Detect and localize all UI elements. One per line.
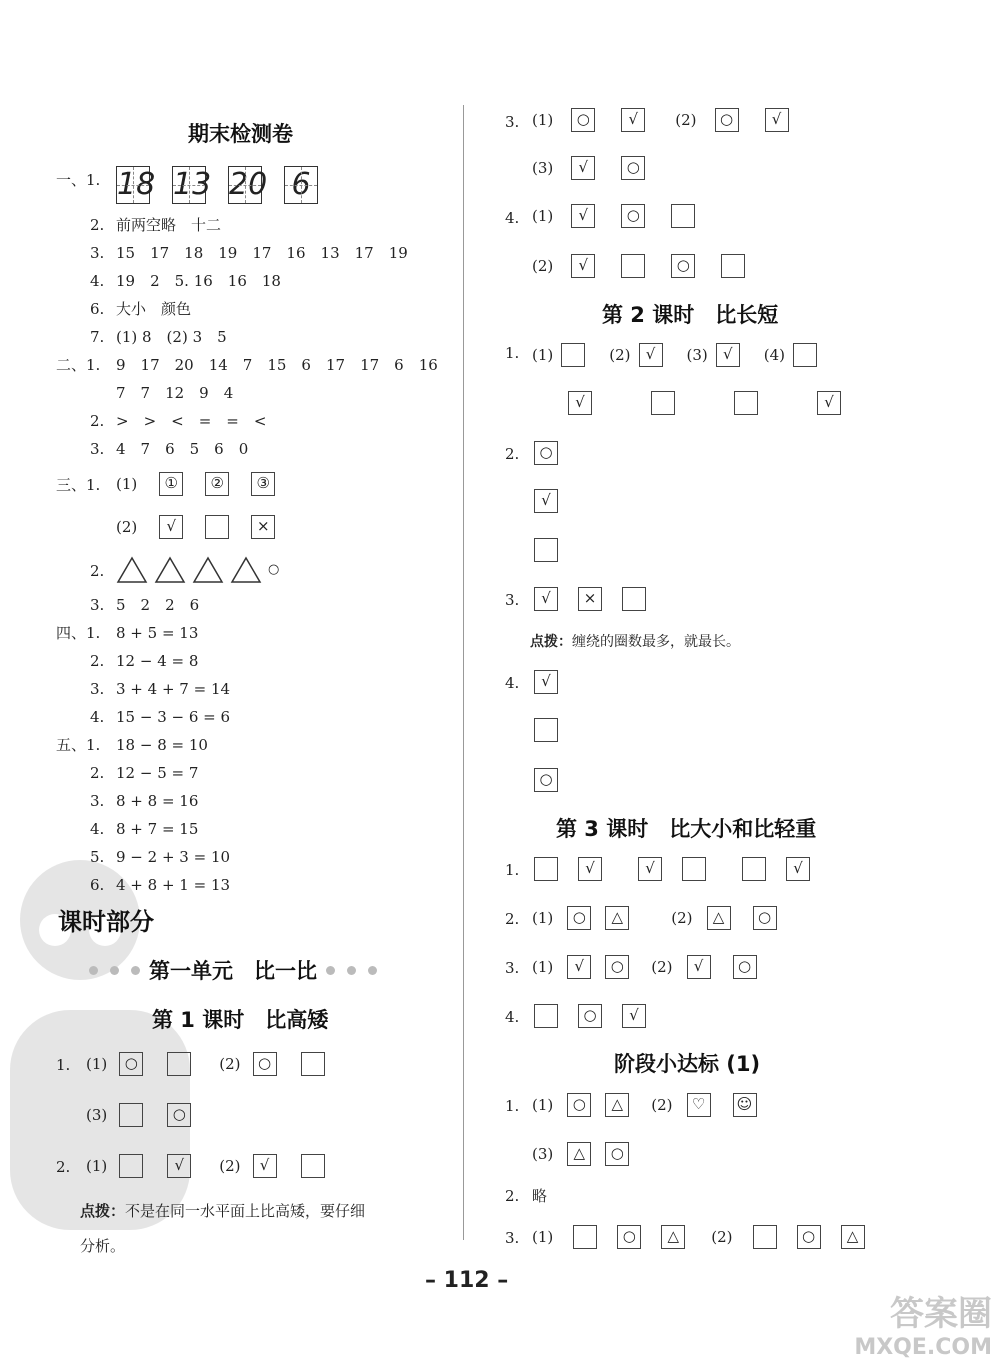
part-label: (1) bbox=[532, 346, 554, 364]
answer-text: 5 2 2 6 bbox=[116, 596, 200, 614]
triangle-icon bbox=[116, 556, 148, 584]
q-num: 1. bbox=[505, 1097, 520, 1115]
unit-title-row bbox=[86, 955, 380, 985]
q-num: 1. bbox=[505, 861, 520, 879]
answer-box: ○ bbox=[733, 955, 757, 979]
answer-box: △ bbox=[605, 1093, 629, 1117]
answer-row bbox=[532, 955, 757, 979]
q-num: 2. bbox=[90, 216, 105, 234]
q-num: 2. bbox=[505, 445, 520, 463]
answer-box bbox=[205, 515, 229, 539]
part-label: (2) bbox=[675, 111, 697, 129]
q-num: 4. bbox=[90, 272, 105, 290]
answer-box: ○ bbox=[621, 204, 645, 228]
part-label: (2) bbox=[532, 257, 554, 275]
answer-row bbox=[534, 1004, 646, 1028]
answer-box bbox=[573, 1225, 597, 1249]
answer-box bbox=[561, 343, 585, 367]
answer-box: √ bbox=[567, 955, 591, 979]
answer-box bbox=[793, 343, 817, 367]
dot-icon bbox=[89, 966, 98, 975]
answer-text: 15 − 3 − 6 = 6 bbox=[116, 708, 231, 726]
part-label: (1) bbox=[86, 1055, 108, 1073]
section5-label: 五、1. bbox=[56, 736, 101, 754]
q-num: 3. bbox=[505, 591, 520, 609]
q-num: 1. bbox=[56, 1056, 71, 1074]
part-label: (4) bbox=[763, 346, 785, 364]
q-num: 3. bbox=[90, 244, 105, 262]
lesson3-title: 第 3 课时 比大小和比轻重 bbox=[556, 817, 817, 841]
answer-box: √ bbox=[765, 108, 789, 132]
answer-row bbox=[532, 108, 789, 132]
q-num: 3. bbox=[505, 959, 520, 977]
answer-box bbox=[534, 857, 558, 881]
q-num: 6. bbox=[90, 876, 105, 894]
answer-row bbox=[532, 1093, 757, 1117]
q-num: 3. bbox=[90, 792, 105, 810]
q-num: 4. bbox=[505, 674, 520, 692]
q-num: 4. bbox=[90, 708, 105, 726]
dot-icon bbox=[326, 966, 335, 975]
part-label: (2) bbox=[671, 909, 693, 927]
answer-box: √ bbox=[159, 515, 183, 539]
answer-row bbox=[568, 391, 841, 415]
answer-text: 15 17 18 19 17 16 13 17 19 bbox=[116, 244, 408, 262]
q-num: 6. bbox=[90, 300, 105, 318]
answer-box: △ bbox=[707, 906, 731, 930]
answer-box bbox=[671, 204, 695, 228]
answer-text: 4 7 6 5 6 0 bbox=[116, 440, 249, 458]
part-label: (2) bbox=[219, 1055, 241, 1073]
answer-row bbox=[532, 906, 777, 930]
answer-row bbox=[534, 587, 646, 611]
answer-box: √ bbox=[571, 254, 595, 278]
part-label: (1) bbox=[532, 1228, 554, 1246]
answer-box: ① bbox=[159, 472, 183, 496]
section1-label: 一、1. bbox=[56, 171, 101, 189]
q-num: 7. bbox=[90, 328, 105, 346]
q-num: 3. bbox=[505, 1229, 520, 1247]
answer-box: √ bbox=[687, 955, 711, 979]
digit-box: 20 bbox=[229, 167, 268, 202]
q-num: 4. bbox=[90, 820, 105, 838]
answer-box bbox=[622, 587, 646, 611]
answer-text: 8 + 5 = 13 bbox=[116, 624, 199, 642]
answer-box: ○ bbox=[715, 108, 739, 132]
answer-box: ○ bbox=[605, 1142, 629, 1166]
answer-text: 12 − 5 = 7 bbox=[116, 764, 199, 782]
answer-box: √ bbox=[716, 343, 740, 367]
answer-box bbox=[742, 857, 766, 881]
q-num: 3. bbox=[90, 440, 105, 458]
answer-box: √ bbox=[571, 204, 595, 228]
tip-label: 点拨： bbox=[530, 634, 572, 650]
triangle-icon bbox=[230, 556, 262, 584]
q-num: 3. bbox=[90, 680, 105, 698]
q-num: 5. bbox=[90, 848, 105, 866]
answer-box: ○ bbox=[578, 1004, 602, 1028]
answer-box bbox=[682, 857, 706, 881]
answer-box bbox=[651, 391, 675, 415]
answer-row bbox=[116, 472, 275, 496]
answer-row bbox=[532, 204, 695, 228]
answer-box bbox=[119, 1154, 143, 1178]
answer-text: 前两空略 十二 bbox=[116, 216, 222, 234]
answer-box: △ bbox=[841, 1225, 865, 1249]
answer-box: √ bbox=[786, 857, 810, 881]
page-number: – 112 – bbox=[425, 1268, 509, 1293]
q-num: 2. bbox=[505, 910, 520, 928]
part-label: (2) bbox=[116, 518, 138, 536]
answer-box: √ bbox=[621, 108, 645, 132]
answer-row bbox=[86, 1103, 191, 1127]
answer-box: ○ bbox=[621, 156, 645, 180]
answer-box: ○ bbox=[605, 955, 629, 979]
q-num: 2. bbox=[90, 652, 105, 670]
answer-box: √ bbox=[638, 857, 662, 881]
part-label: (1) bbox=[86, 1157, 108, 1175]
answer-box: ○ bbox=[534, 768, 558, 792]
section2-label: 二、1. bbox=[56, 356, 101, 374]
answer-text: 18 − 8 = 10 bbox=[116, 736, 208, 754]
triangle-icon bbox=[192, 556, 224, 584]
dot-icon bbox=[368, 966, 377, 975]
q-num: 4. bbox=[505, 1008, 520, 1026]
answer-box: ○ bbox=[119, 1052, 143, 1076]
answer-text: 9 − 2 + 3 = 10 bbox=[116, 848, 231, 866]
part-label: (2) bbox=[609, 346, 631, 364]
answer-text: 8 + 8 = 16 bbox=[116, 792, 199, 810]
circle-mark: ○ bbox=[268, 562, 280, 577]
answer-row bbox=[532, 1142, 629, 1166]
answer-box bbox=[734, 391, 758, 415]
answer-box: ○ bbox=[567, 906, 591, 930]
column-divider bbox=[463, 105, 464, 1240]
part-label: (2) bbox=[651, 958, 673, 976]
answer-text: 19 2 5. 16 16 18 bbox=[116, 272, 281, 290]
answer-text: 略 bbox=[532, 1187, 548, 1205]
triangle-icon bbox=[154, 556, 186, 584]
tip-text: 分析。 bbox=[80, 1237, 126, 1255]
answer-box: ☺ bbox=[733, 1093, 757, 1117]
answer-row bbox=[532, 1225, 865, 1249]
answer-text: (1) 8 (2) 3 5 bbox=[116, 328, 227, 346]
answer-box: √ bbox=[568, 391, 592, 415]
answer-box bbox=[167, 1052, 191, 1076]
lesson1-title: 第 1 课时 比高矮 bbox=[152, 1008, 329, 1032]
answer-box: △ bbox=[661, 1225, 685, 1249]
digit-box: 18 bbox=[117, 167, 156, 202]
answer-box: ○ bbox=[253, 1052, 277, 1076]
answer-box: √ bbox=[817, 391, 841, 415]
answer-box: √ bbox=[578, 857, 602, 881]
part-label: (1) bbox=[532, 909, 554, 927]
answer-box: ○ bbox=[571, 108, 595, 132]
answer-box bbox=[301, 1052, 325, 1076]
answer-box: ○ bbox=[167, 1103, 191, 1127]
part-label: (3) bbox=[86, 1106, 108, 1124]
q-num: 3. bbox=[90, 596, 105, 614]
section4-label: 四、1. bbox=[56, 624, 101, 642]
dot-icon bbox=[347, 966, 356, 975]
answer-box: ○ bbox=[617, 1225, 641, 1249]
tip-line bbox=[530, 632, 740, 652]
answer-row bbox=[534, 857, 810, 881]
digit-writing-row bbox=[116, 166, 318, 204]
dot-icon bbox=[131, 966, 140, 975]
part-label: (2) bbox=[219, 1157, 241, 1175]
answer-box: ○ bbox=[797, 1225, 821, 1249]
answer-row bbox=[86, 1052, 325, 1076]
answer-box: ○ bbox=[534, 441, 558, 465]
answer-row bbox=[532, 343, 817, 367]
answer-text: 大小 颜色 bbox=[116, 300, 192, 318]
tip-text: 不是在同一水平面上比高矮，要仔细 bbox=[125, 1202, 366, 1220]
answer-box: √ bbox=[622, 1004, 646, 1028]
triangle-row bbox=[116, 556, 279, 584]
part-label: (2) bbox=[651, 1096, 673, 1114]
answer-box bbox=[721, 254, 745, 278]
answer-row bbox=[532, 254, 745, 278]
part-label: (1) bbox=[532, 207, 554, 225]
answer-box: √ bbox=[534, 670, 558, 694]
answer-box: × bbox=[578, 587, 602, 611]
section3-label: 三、1. bbox=[56, 476, 101, 494]
q-num: 2. bbox=[56, 1158, 71, 1176]
watermark-logo: 答案圈 bbox=[890, 1294, 992, 1334]
answer-box bbox=[119, 1103, 143, 1127]
exam-title: 期末检测卷 bbox=[188, 122, 293, 146]
answer-box: ○ bbox=[671, 254, 695, 278]
answer-box bbox=[534, 1004, 558, 1028]
part-label: (3) bbox=[532, 159, 554, 177]
answer-box bbox=[621, 254, 645, 278]
q-num: 2. bbox=[90, 562, 105, 580]
answer-box: △ bbox=[605, 906, 629, 930]
answer-box: √ bbox=[534, 489, 558, 513]
part-label: (1) bbox=[532, 958, 554, 976]
answer-box bbox=[534, 718, 558, 742]
q-num: 4. bbox=[505, 209, 520, 227]
q-num: 2. bbox=[90, 412, 105, 430]
q-num: 3. bbox=[505, 113, 520, 131]
part-label: (3) bbox=[686, 346, 708, 364]
digit-box: 6 bbox=[284, 166, 318, 204]
q-num: 2. bbox=[505, 1187, 520, 1205]
answer-box bbox=[534, 538, 558, 562]
part-label: (3) bbox=[532, 1145, 554, 1163]
part-label: (2) bbox=[711, 1228, 733, 1246]
answer-row bbox=[86, 1154, 325, 1178]
tip-line bbox=[80, 1201, 365, 1221]
tip-text: 缠绕的圈数最多，就最长。 bbox=[572, 634, 740, 650]
stage-title: 阶段小达标 (1) bbox=[614, 1052, 761, 1076]
answer-text: 7 7 12 9 4 bbox=[116, 384, 234, 402]
answer-box: √ bbox=[253, 1154, 277, 1178]
part-label: (1) bbox=[532, 1096, 554, 1114]
tip-label: 点拨： bbox=[80, 1202, 126, 1220]
answer-text: > > < = = < bbox=[116, 412, 267, 430]
answer-box: × bbox=[251, 515, 275, 539]
answer-box: ③ bbox=[251, 472, 275, 496]
dot-icon bbox=[110, 966, 119, 975]
digit-box: 13 bbox=[173, 167, 212, 202]
answer-box: √ bbox=[534, 587, 558, 611]
part-label: (1) bbox=[532, 111, 554, 129]
q-num: 2. bbox=[90, 764, 105, 782]
answer-box: √ bbox=[167, 1154, 191, 1178]
answer-text: 8 + 7 = 15 bbox=[116, 820, 199, 838]
answer-box: ♡ bbox=[687, 1093, 711, 1117]
part-label: (1) bbox=[116, 475, 138, 493]
answer-box: √ bbox=[639, 343, 663, 367]
answer-box bbox=[753, 1225, 777, 1249]
answer-text: 12 − 4 = 8 bbox=[116, 652, 199, 670]
answer-row bbox=[532, 156, 645, 180]
answer-box: ○ bbox=[567, 1093, 591, 1117]
answer-box: ○ bbox=[753, 906, 777, 930]
answer-box: △ bbox=[567, 1142, 591, 1166]
answer-text: 3 + 4 + 7 = 14 bbox=[116, 680, 231, 698]
answer-row bbox=[116, 515, 275, 539]
answer-text: 9 17 20 14 7 15 6 17 17 6 16 bbox=[116, 356, 438, 374]
answer-box bbox=[301, 1154, 325, 1178]
answer-text: 4 + 8 + 1 = 13 bbox=[116, 876, 231, 894]
unit-title: 第一单元 比一比 bbox=[149, 959, 317, 983]
part-title: 课时部分 bbox=[58, 908, 154, 936]
watermark-url: MXQE.COM bbox=[854, 1335, 992, 1360]
q-num: 1. bbox=[505, 344, 520, 362]
site-watermark bbox=[854, 1286, 992, 1360]
lesson2-title: 第 2 课时 比长短 bbox=[602, 303, 779, 327]
answer-box: √ bbox=[571, 156, 595, 180]
answer-box: ② bbox=[205, 472, 229, 496]
